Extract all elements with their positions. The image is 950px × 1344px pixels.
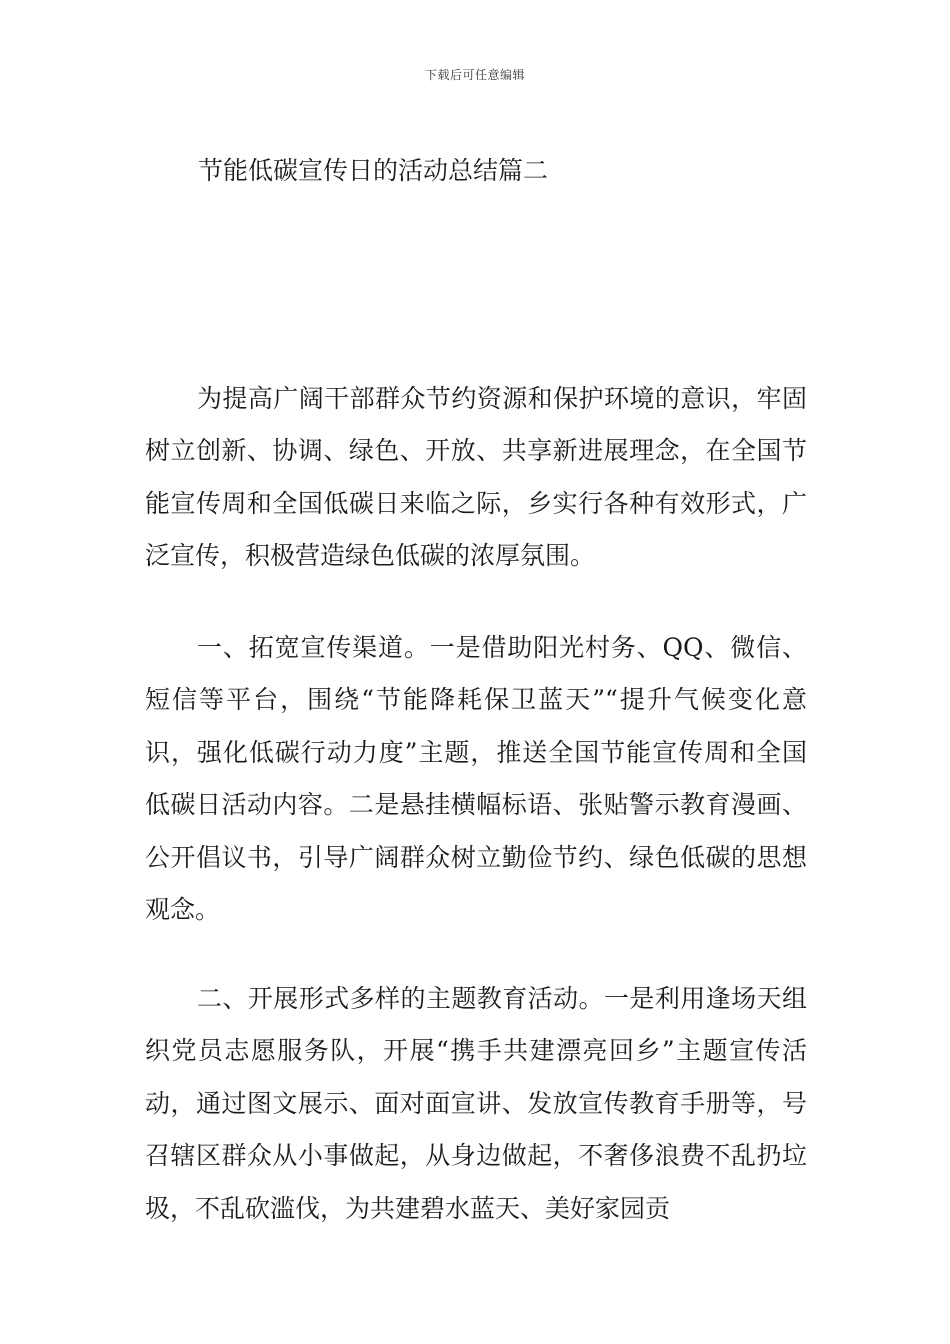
paragraph-text: 二、开展形式多样的主题教育活动。一是利用逢场天组织党员志愿服务队，开展“携手共建漂亮回乡”主题宣传活动，通过图文展示、面对面宣讲、发放宣传教育手册等，号召辖区群众从小事做起，从身边做起，不奢侈浪费不乱扔垃圾，不乱砍滥伐，为共建碧水蓝天、美好家园贡 [145, 984, 807, 1223]
paragraph-1 [145, 373, 807, 583]
header-note: 下载后可任意编辑 [424, 68, 525, 82]
paragraph-2 [145, 622, 807, 936]
paragraph-text: 为提高广阔干部群众节约资源和保护环境的意识，牢固树立创新、协调、绿色、开放、共享新进展理念，在全国节能宣传周和全国低碳日来临之际，乡实行各种有效形式，广泛宣传，积极营造绿色低碳的浓厚氛围。 [145, 384, 807, 571]
document-title: 节能低碳宣传日的活动总结篇二 [198, 156, 549, 185]
paragraph-text: 一、拓宽宣传渠道。一是借助阳光村务、QQ、微信、短信等平台，围绕“节能降耗保卫蓝天”“提升气候变化意识，强化低碳行动力度”主题，推送全国节能宣传周和全国低碳日活动内容。二是悬挂横幅标语、张贴警示教育漫画、公开倡议书，引导广阔群众树立勤俭节约、绿色低碳的思想观念。 [145, 633, 807, 925]
paragraph-3 [145, 973, 807, 1235]
